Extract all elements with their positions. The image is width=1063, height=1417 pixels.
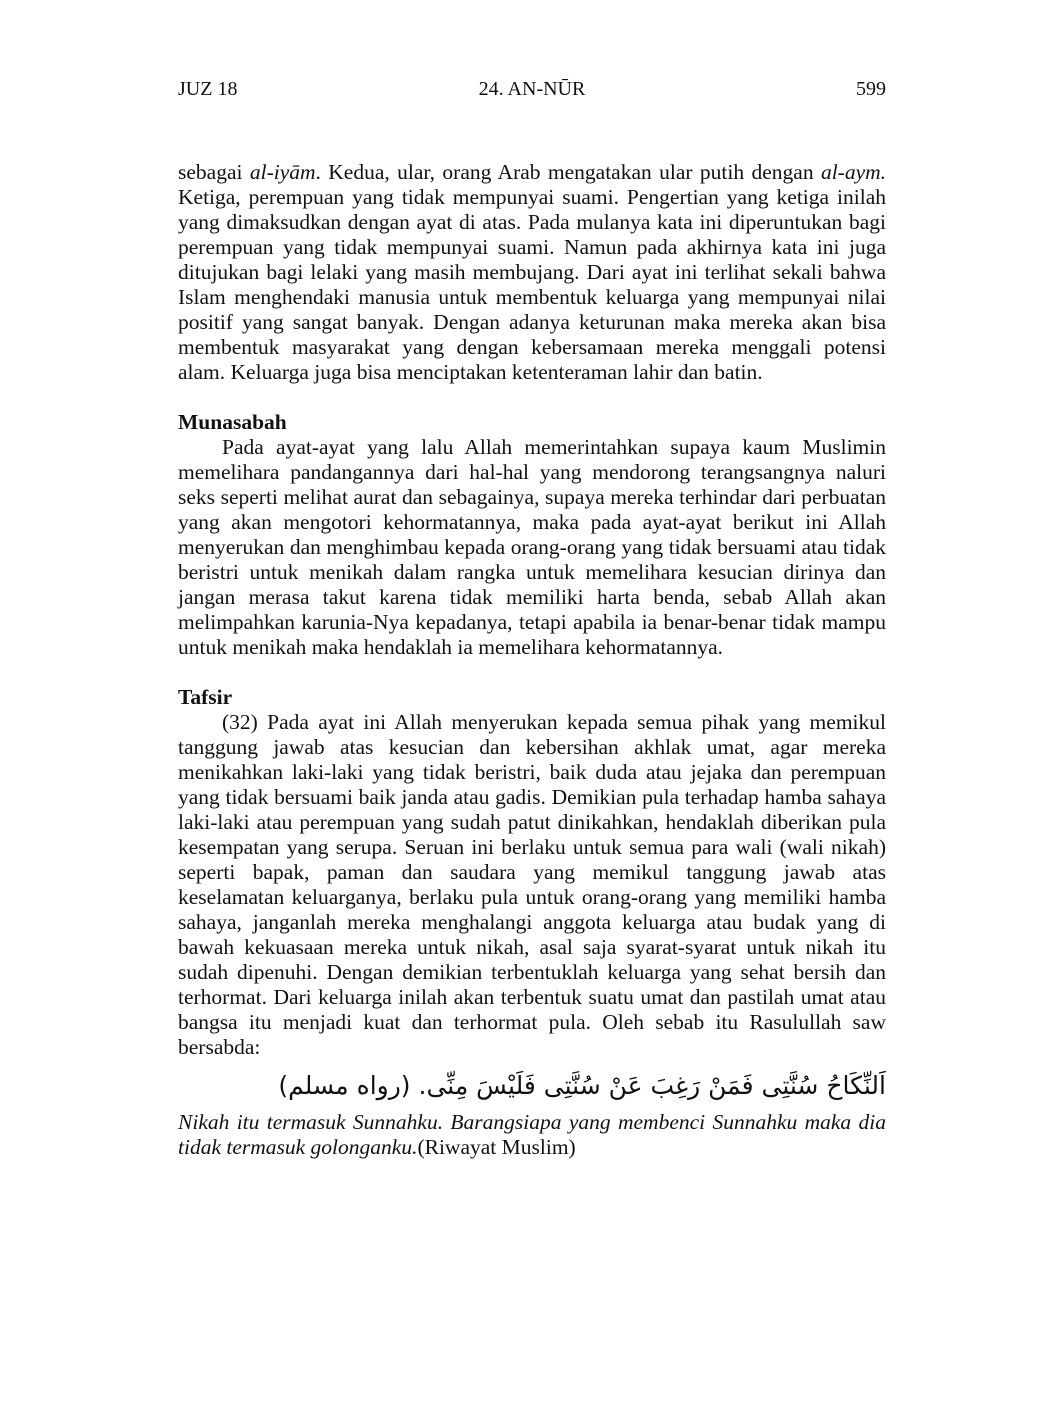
juz-label: JUZ 18: [178, 78, 238, 100]
intro-term-al-aym: al-aym.: [820, 160, 887, 184]
intro-text-3: Ketiga, perempuan yang tidak mempunyai suami. Pengertian yang ketiga inilah yang dimaksudkan dengan ayat di atas. Pada mulanya kata ini diperuntukan bagi perempuan yang tidak mempunyai suami. Namun pada akhirnya kata ini juga ditujukan bagi lelaki yang masih membujang. Dari ayat ini terlihat sekali bahwa Islam menghendaki manusia untuk membentuk keluarga yang mempunyai nilai positif yang sangat banyak. Dengan adanya keturunan maka mereka akan bisa membentuk masyarakat yang dengan kebersamaan mereka menggali potensi alam. Keluarga juga bisa menciptakan ketenteraman lahir dan batin.: [178, 185, 886, 384]
page-number: 599: [856, 78, 886, 100]
intro-paragraph: [178, 160, 886, 385]
intro-text-1: sebagai: [178, 160, 250, 184]
body-text: [178, 160, 886, 1160]
hadith-translation-text: Nikah itu termasuk Sunnahku. Barangsiapa yang membenci Sunnahku maka dia tidak termasuk golonganku.: [178, 1110, 886, 1159]
hadith-translation: [178, 1110, 886, 1160]
surah-title: 24. AN-NŪR: [478, 78, 586, 100]
intro-text-2: . Kedua, ular, orang Arab mengatakan ular putih dengan: [315, 160, 821, 184]
running-header: [178, 76, 886, 102]
tafsir-heading: Tafsir: [178, 685, 233, 709]
hadith-arabic: اَلنِّكَاحُ سُنَّتِى فَمَنْ رَغِبَ عَنْ سُنَّتِى فَلَيْسَ مِنِّى. (رواه مسلم): [278, 1071, 886, 1100]
section-gap: [178, 385, 886, 410]
section-gap: [178, 660, 886, 685]
tafsir-paragraph: (32) Pada ayat ini Allah menyerukan kepada semua pihak yang memikul tanggung jawab atas kesucian dan kebersihan akhlak umat, agar mereka menikahkan laki-laki yang tidak beristri, baik duda atau jejaka dan perempuan yang tidak bersuami baik janda atau gadis. Demikian pula terhadap hamba sahaya laki-laki atau perempuan yang sudah patut dinikahkan, hendaklah diberikan pula kesempatan yang serupa. Seruan ini berlaku untuk semua para wali (wali nikah) seperti bapak, paman dan saudara yang memikul tanggung jawab atas keselamatan keluarganya, berlaku pula untuk orang-orang yang memiliki hamba sahaya, janganlah mereka menghalangi anggota keluarga atau budak yang di bawah kekuasaan mereka untuk nikah, asal saja syarat-syarat untuk nikah itu sudah dipenuhi. Dengan demikian terbentuklah keluarga yang sehat bersih dan terhormat. Dari keluarga inilah akan terbentuk suatu umat dan pastilah umat atau bangsa itu menjadi kuat dan terhormat pula. Oleh sebab itu Rasulullah saw bersabda:: [178, 710, 886, 1059]
munasabah-paragraph: Pada ayat-ayat yang lalu Allah memerintahkan supaya kaum Muslimin memelihara pandangannya dari hal-hal yang mendorong terangsangnya naluri seks seperti melihat aurat dan sebagainya, supaya mereka terhindar dari perbuatan yang akan mengotori kehormatannya, maka pada ayat-ayat berikut ini Allah menyerukan dan menghimbau kepada orang-orang yang tidak bersuami atau tidak beristri untuk menikah dalam rangka untuk memelihara kesucian dirinya dan jangan merasa takut karena tidak memiliki harta benda, sebab Allah akan melimpahkan karunia-Nya kepadanya, tetapi apabila ia benar-benar tidak mampu untuk menikah maka hendaklah ia memelihara kehormatannya.: [178, 435, 886, 659]
munasabah-heading: Munasabah: [178, 410, 287, 434]
hadith-source: (Riwayat Muslim): [417, 1135, 576, 1159]
intro-term-al-iyam: al-iyām: [249, 160, 316, 184]
